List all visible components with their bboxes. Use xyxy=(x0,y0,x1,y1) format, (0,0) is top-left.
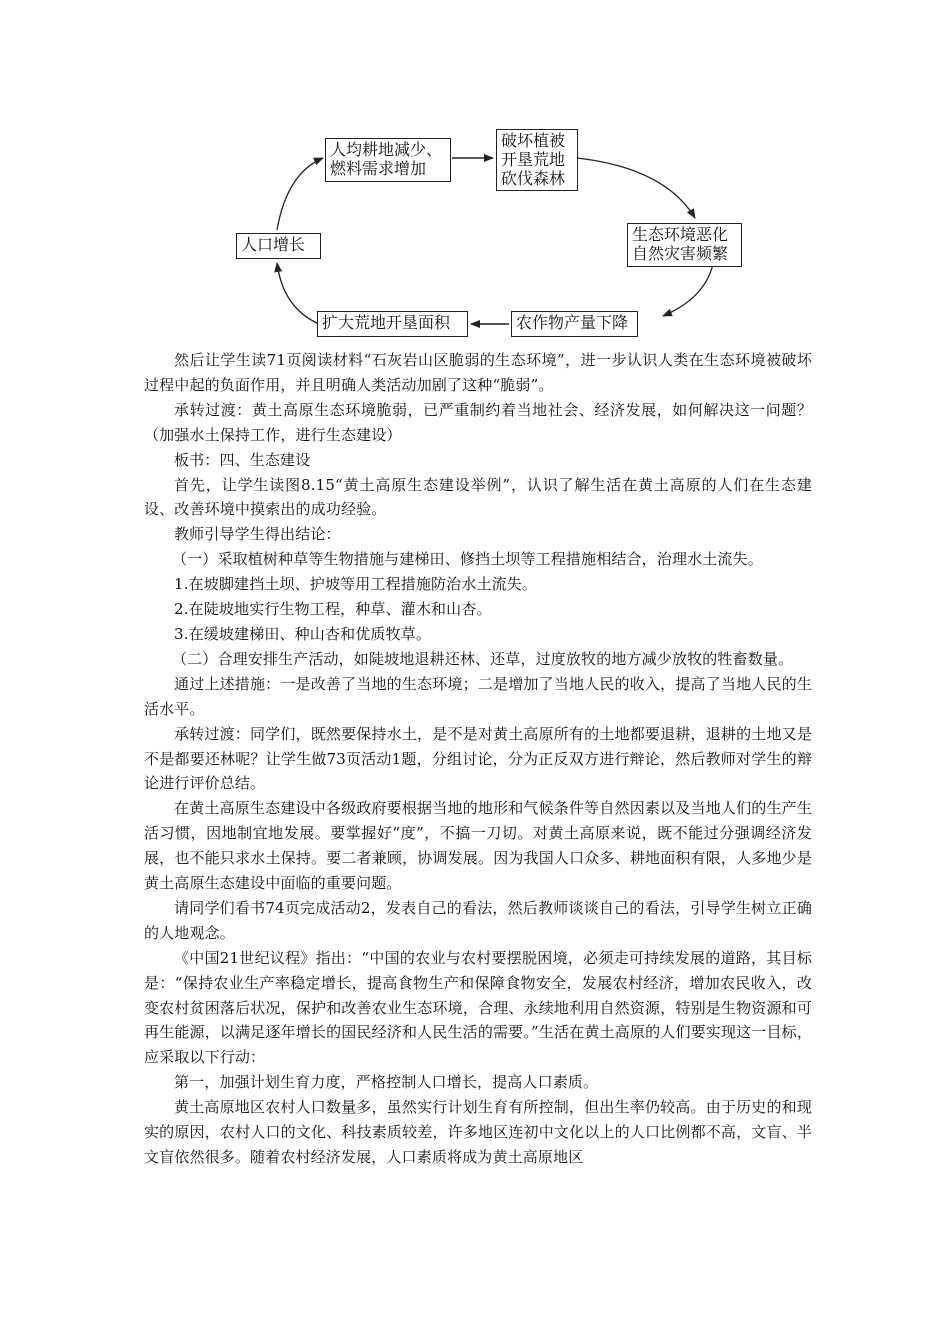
arrow-expand-to-population xyxy=(277,263,319,324)
box-population-label: 人口增长 xyxy=(241,235,306,254)
paragraph: 首先，让学生读图8.15“黄土高原生态建设举例”，认识了解生活在黄土高原的人们在生态建设、改善环境中摸索出的成功经验。 xyxy=(144,475,812,519)
box-expand-label: 扩大荒地开垦面积 xyxy=(322,313,451,332)
arrow-destroy-to-ecology xyxy=(577,158,695,218)
box-crop-decline xyxy=(511,311,638,337)
paragraph: 承转过渡：黄土高原生态环境脆弱，已严重制约着当地社会、经济发展，如何解决这一问题？（加强水土保持工作，进行生态建设） xyxy=(144,400,812,444)
paragraph: 通过上述措施：一是改善了当地的生态环境；二是增加了当地人民的收入，提高了当地人民的生活水平。 xyxy=(144,674,812,718)
paragraph: 请同学们看书74页完成活动2，发表自己的看法，然后教师谈谈自己的看法，引导学生树立正确的人地观念。 xyxy=(144,898,812,942)
paragraph: 黄土高原地区农村人口数量多，虽然实行计划生育有所控制，但出生率仍较高。由于历史的和现实的原因，农村人口的文化、科技素质较差，许多地区连初中文化以上的人口比例都不高，文盲、半文盲依然很多。随着农村经济发展，人口素质将成为黄土高原地区 xyxy=(144,1098,812,1166)
list-item: 1.在坡脚建挡土坝、护坡等用工程措施防治水土流失。 xyxy=(174,575,538,594)
box-reduce-line-2: 燃料需求增加 xyxy=(330,159,427,178)
box-reduce-line-1: 人均耕地减少、 xyxy=(330,140,443,159)
box-destroy-line-2: 开垦荒地 xyxy=(501,150,566,169)
document-body xyxy=(144,348,812,1170)
paragraph: 在黄土高原生态建设中各级政府要根据当地的地形和气候条件等自然因素以及当地人们的生产生活习惯，因地制宜地发展。要掌握好“度”，不搞一刀切。对黄土高原来说，既不能过分强调经济发展，也不能只求水土保持。要二者兼顾，协调发展。因为我国人口众多、耕地面积有限，人多地少是黄土高原生态建设中面临的重要问题。 xyxy=(144,799,812,893)
box-destroy-line-1: 破坏植被 xyxy=(501,131,566,150)
arrow-population-to-reduce xyxy=(277,158,323,230)
conclusion-item: （二）合理安排生产活动，如陡坡地退耕还林、还草，过度放牧的地方减少放牧的牲畜数量。 xyxy=(172,649,794,668)
paragraph: 《中国21世纪议程》指出：“中国的农业与农村要摆脱困境，必须走可持续发展的道路，其目标是：“保持农业生产率稳定增长，提高食物生产和保障食物安全，发展农村经济，增加农民收入，改变农村贫困落后状况，保护和改善农业生态环境，合理、永续地利用自然资源，特别是生物资源和可再生能源，以满足逐年增长的国民经济和人民生活的需要。”生活在黄土高原的人们要实现这一目标，应采取以下行动： xyxy=(144,948,812,1067)
conclusion-item: （一）采取植树种草等生物措施与建梯田、修挡土坝等工程措施相结合，治理水土流失。 xyxy=(172,550,763,569)
box-reduce-farmland xyxy=(325,138,451,182)
paragraph: 第一，加强计划生育力度，严格控制人口增长，提高人口素质。 xyxy=(174,1073,599,1092)
paragraph: 然后让学生读71页阅读材料“石灰岩山区脆弱的生态环境”，进一步认识人类在生态环境被破坏过程中起的负面作用，并且明确人类活动加剧了这种“脆弱”。 xyxy=(144,351,812,394)
box-crop-label: 农作物产量下降 xyxy=(516,313,629,332)
box-population-growth xyxy=(236,233,321,259)
box-expand-reclamation xyxy=(317,311,468,337)
paragraph: 教师引导学生得出结论： xyxy=(174,525,341,544)
population-ecology-cycle-diagram xyxy=(225,118,765,348)
paragraph: 承转过渡：同学们，既然要保持水土，是不是对黄土高原所有的土地都要退耕，退耕的土地又是不是都要还林呢？让学生做73页活动1题，分组讨论，分为正反双方进行辩论，然后教师对学生的辩论进行评价总结。 xyxy=(144,724,812,793)
box-destroy-vegetation xyxy=(496,129,578,191)
box-ecology-worsen xyxy=(627,223,742,267)
list-item: 2.在陡坡地实行生物工程，种草、灌木和山杏。 xyxy=(174,600,492,619)
board-heading: 板书：四、生态建设 xyxy=(174,450,311,469)
box-ecology-line-1: 生态环境恶化 xyxy=(632,225,729,244)
arrow-ecology-to-crop xyxy=(663,264,713,316)
list-item: 3.在缓坡建梯田、种山杏和优质牧草。 xyxy=(174,624,432,643)
box-ecology-line-2: 自然灾害频繁 xyxy=(632,244,729,263)
box-destroy-line-3: 砍伐森林 xyxy=(501,169,566,188)
